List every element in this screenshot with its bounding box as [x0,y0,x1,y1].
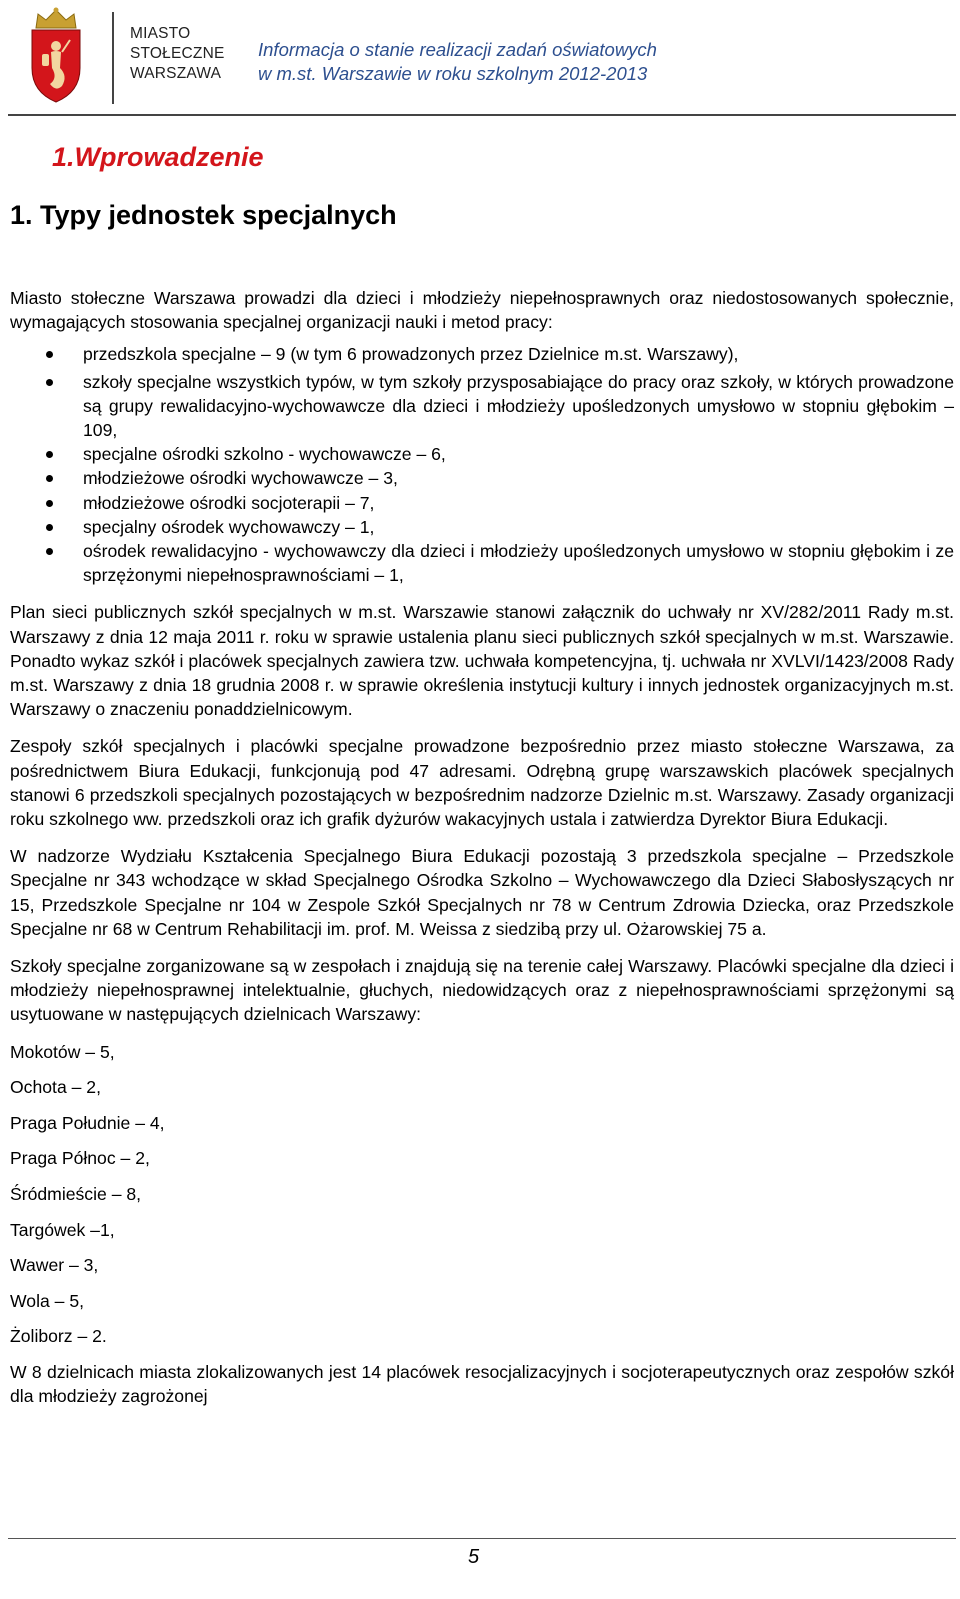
bullet-icon [46,475,53,482]
list-item: Wola – 5, [10,1290,85,1311]
logo-line-2: STOŁECZNE [130,45,225,62]
list-item-text: specjalny ośrodek wychowawczy – 1, [83,516,375,537]
facility-types-list [10,342,954,587]
bullet-icon [46,379,53,386]
bullet-icon [46,548,53,555]
subsection-heading: 1. Typy jednostek specjalnych [10,200,397,230]
bullet-icon [46,351,53,358]
document-title-line-2: w m.st. Warszawie w roku szkolnym 2012-2013 [258,63,648,84]
list-item [10,442,954,466]
list-item [10,539,954,587]
header-divider [8,114,956,116]
paragraph-plan: Plan sieci publicznych szkół specjalnych w m.st. Warszawie stanowi załącznik do uchwały nr XV/282/2011 Rady m.st. Warszawy z dnia 12 maja 2011 r. roku w sprawie ustalenia planu sieci publicznych szkół specjalnych w m.st. Warszawie. Ponadto wykaz szkół i placówek specjalnych zawiera tzw. uchwała kompetencyjna, tj. uchwała nr XVLVI/1423/2008 Rady m.st. Warszawy z dnia 18 grudnia 2008 r. w sprawie określenia instytucji kultury i innych jednostek organizacyjnych m.st. Warszawy o znaczeniu ponaddzielnicowym. [10,602,954,720]
list-item [10,370,954,443]
list-item [10,515,954,539]
logo-line-1: MIASTO [130,25,191,42]
list-item: Targówek –1, [10,1219,115,1240]
paragraph-dzielnice: Szkoły specjalne zorganizowane są w zespołach i znajdują się na terenie całej Warszawy. Placówki specjalne dla dzieci i młodzieży niepełnosprawnej intelektualnie, głuchych, niedowidzących oraz z niepełnosprawnościami sprzężonymi są usytuowane w następujących dzielnicach Warszawy: [10,956,954,1025]
list-item: Mokotów – 5, [10,1041,115,1062]
list-item [10,342,954,366]
page-number: 5 [468,1546,480,1568]
list-item-text: młodzieżowe ośrodki socjoterapii – 7, [83,492,375,513]
list-item: Praga Północ – 2, [10,1148,150,1169]
page-header [0,0,960,118]
bullet-icon [46,500,53,507]
paragraph-zespoly: Zespoły szkół specjalnych i placówki specjalne prowadzone bezpośrednio przez miasto stołeczne Warszawa, za pośrednictwem Biura Edukacji, funkcjonują pod 47 adresami. Odrębną grupę warszawskich placówek specjalnych stanowi 6 przedszkoli specjalnych pozostających w bezpośrednim nadzorze Dzielnic m.st. Warszawy. Zasady organizacji roku szkolnego ww. przedszkoli oraz ich grafik dyżurów wakacyjnych ustala i zatwierdza Dyrektor Biura Edukacji. [10,736,954,830]
list-item: Śródmieście – 8, [10,1184,142,1205]
section-heading: 1.Wprowadzenie [52,142,264,172]
document-title [258,38,657,86]
list-item: Żoliborz – 2. [10,1326,107,1347]
document-title-line-1: Informacja o stanie realizacji zadań oświatowych [258,39,657,60]
footer-divider [8,1538,956,1539]
list-item: Ochota – 2, [10,1077,101,1098]
districts-list [10,1040,954,1360]
logo-separator [112,12,114,104]
main-content [10,286,954,1408]
logo-line-3: WARSZAWA [130,65,222,82]
list-item-text: szkoły specjalne wszystkich typów, w tym szkoły przysposabiające do pracy oraz szkoły, w których prowadzone są grupy rewalidacyjno-wychowawcze dla dzieci i młodzieży upośledzonych umysłowo w stopniu głębokim – 109, [83,371,954,441]
list-item [10,466,954,490]
page-footer [0,1538,960,1598]
city-logo-text [130,24,225,84]
list-item-text: młodzieżowe ośrodki wychowawcze – 3, [83,468,398,489]
list-item: Praga Południe – 4, [10,1112,165,1133]
closing-paragraph: W 8 dzielnicach miasta zlokalizowanych jest 14 placówek resocjalizacyjnych i socjoterapeutycznych oraz zespołów szkół dla młodzieży zagrożonej [10,1362,954,1407]
bullet-icon [46,524,53,531]
list-item-text: specjalne ośrodki szkolno - wychowawcze – 6, [83,444,446,465]
warsaw-crest-icon [28,6,84,106]
list-item-text: przedszkola specjalne – 9 (w tym 6 prowadzonych przez Dzielnice m.st. Warszawy), [83,344,739,365]
bullet-icon [46,451,53,458]
list-item-text: ośrodek rewalidacyjno - wychowawczy dla dzieci i młodzieży upośledzonych umysłowo w stopniu głębokim i ze sprzężonymi niepełnosprawnościami – 1, [83,541,954,586]
intro-paragraph: Miasto stołeczne Warszawa prowadzi dla dzieci i młodzieży niepełnosprawnych oraz niedostosowanych społecznie, wymagających stosowania specjalnej organizacji nauki i metod pracy: [10,288,954,333]
list-item [10,491,954,515]
list-item: Wawer – 3, [10,1255,99,1276]
paragraph-nadzor: W nadzorze Wydziału Kształcenia Specjalnego Biura Edukacji pozostają 3 przedszkola specjalne – Przedszkole Specjalne nr 343 wchodzące w skład Specjalnego Ośrodka Szkolno – Wychowawczego dla Dzieci Słabosłyszących nr 15, Przedszkole Specjalne nr 104 w Zespole Szkół Specjalnych nr 78 w Centrum Zdrowia Dziecka, oraz Przedszkole Specjalne nr 68 w Centrum Rehabilitacji im. prof. M. Weissa z siedzibą przy ul. Ożarowskiej 75 a. [10,846,954,939]
